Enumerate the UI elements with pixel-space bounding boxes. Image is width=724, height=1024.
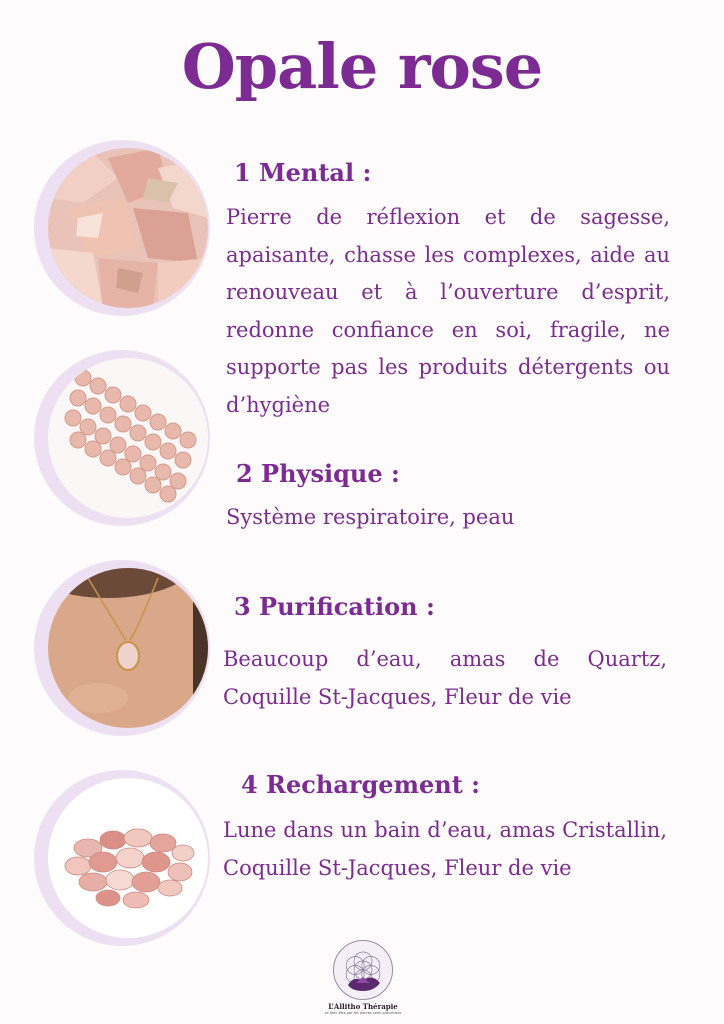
section-text-purification: Beaucoup d’eau, amas de Quartz, Coquille St-Jacques, Fleur de vie: [223, 647, 667, 709]
flower-of-life-logo-icon: [333, 940, 393, 1000]
tumbled-opal-stones-photo: [48, 778, 208, 938]
section-3-image-frame: [34, 560, 210, 736]
rough-pink-opal-photo: [48, 148, 208, 308]
logo-tagline: Le bien-être par les pierres semi-précieuses: [324, 1011, 402, 1015]
section-4-image-frame: [34, 770, 210, 946]
logo-name: L’Allitho Thérapie: [328, 1002, 398, 1011]
brand-logo: [320, 940, 406, 1020]
opal-bead-strand-photo: [48, 358, 208, 518]
section-text-rechargement: Lune dans un bain d’eau, amas Cristallin, Coquille St-Jacques, Fleur de vie: [223, 818, 667, 880]
page-title: Opale rose: [181, 30, 543, 103]
section-2-image-frame: [34, 350, 210, 526]
section-heading-rechargement: 4 Rechargement :: [241, 770, 480, 799]
section-heading-physique: 2 Physique :: [236, 459, 400, 488]
section-text-mental: Pierre de réflexion et de sagesse, apaisante, chasse les complexes, aide au renouveau et à l’ouverture d’esprit, redonne confiance en soi, fragile, ne supporte pas les produits détergents ou d’hygiène: [226, 205, 670, 417]
opal-pendant-necklace-photo: [48, 568, 208, 728]
section-heading-mental: 1 Mental :: [234, 158, 372, 187]
section-text-physique: Système respiratoire, peau: [226, 505, 515, 529]
section-heading-purification: 3 Purification :: [234, 592, 435, 621]
section-1-image-frame: [34, 140, 210, 316]
